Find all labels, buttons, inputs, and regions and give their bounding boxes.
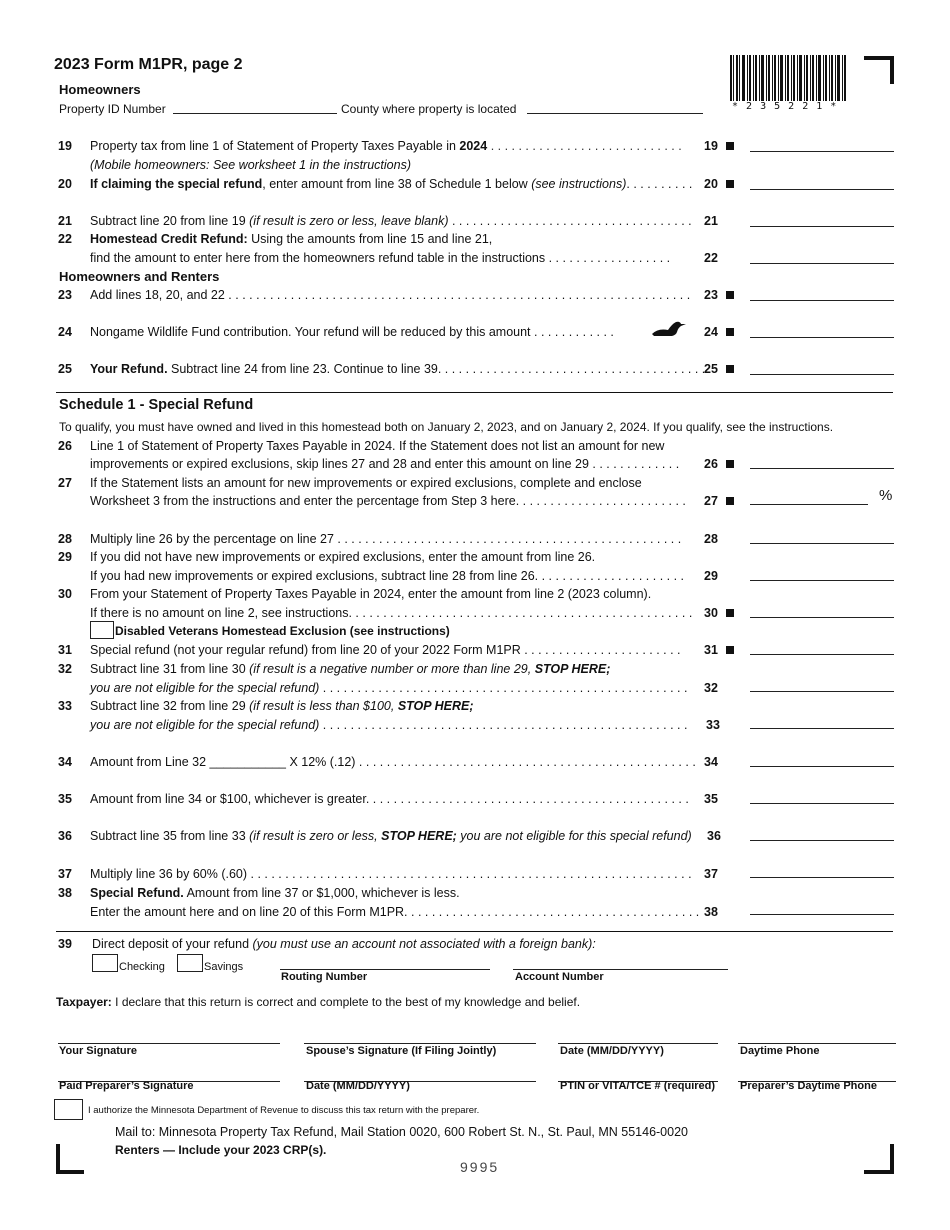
line-27-ref: 27: [704, 494, 718, 508]
line-34-text: Amount from Line 32 ___________ X 12% (.12) . . . . . . . . . . . . . . . . . . . . . . . . . . . . . . . . . . . . . . . . . . . . . . . . .: [90, 755, 696, 769]
line-22-number: 22: [58, 232, 72, 246]
line-19-text: Property tax from line 1 of Statement of Property Taxes Payable in 2024 . . . . . . . . . . . . . . . . . . . . . . . . . . . .: [90, 139, 682, 153]
line-23-ref: 23: [704, 288, 718, 302]
line-37-text: Multiply line 36 by 60% (.60) . . . . . . . . . . . . . . . . . . . . . . . . . . . . . . . . . . . . . . . . . . . . . . . . . . . . . . . . . . . . . . . .: [90, 867, 692, 881]
line-30-input[interactable]: [750, 617, 894, 618]
line-26-marker: [726, 460, 734, 468]
line-23-text: Add lines 18, 20, and 22 . . . . . . . . . . . . . . . . . . . . . . . . . . . . . . . . . . . . . . . . . . . . . . . . . . . . . . . . . . . . . . . . . . .: [90, 288, 691, 302]
line-39-text: Direct deposit of your refund (you must use an account not associated with a foreign bank):: [92, 937, 596, 951]
line-27-text: If the Statement lists an amount for new improvements or expired exclusions, complete and enclose: [90, 476, 642, 490]
line-34-ref: 34: [704, 755, 718, 769]
line-33-text: Subtract line 32 from line 29 (if result is less than $100, STOP HERE;: [90, 699, 474, 713]
line-30-marker: [726, 609, 734, 617]
disabled-veterans-label: Disabled Veterans Homestead Exclusion (see instructions): [115, 624, 450, 638]
line-26-input[interactable]: [750, 468, 894, 469]
line-24-text: Nongame Wildlife Fund contribution. Your refund will be reduced by this amount . . . . . . . . . . . .: [90, 325, 614, 339]
authorize-checkbox[interactable]: [54, 1099, 83, 1120]
line-24-marker: [726, 328, 734, 336]
routing-number-input[interactable]: [280, 969, 490, 970]
line-24-number: 24: [58, 325, 72, 339]
line-35-text: Amount from line 34 or $100, whichever is greater. . . . . . . . . . . . . . . . . . . . . . . . . . . . . . . . . . . . . . . . . . . . . . .: [90, 792, 689, 806]
schedule1-intro: To qualify, you must have owned and lived in this homestead both on January 2, 2023, and on January 2, 2024. If you qualify, see the instructions.: [59, 420, 834, 434]
line-25-input[interactable]: [750, 374, 894, 375]
line-32-input[interactable]: [750, 691, 894, 692]
renters-note: Renters — Include your 2023 CRP(s).: [115, 1143, 327, 1157]
line-23-marker: [726, 291, 734, 299]
savings-checkbox[interactable]: [177, 954, 203, 972]
line-32-text-2: you are not eligible for the special refund) . . . . . . . . . . . . . . . . . . . . . . . . . . . . . . . . . . . . . . . . . . . . . . . . . . . . .: [90, 681, 688, 695]
line-38-input[interactable]: [750, 914, 894, 915]
line-39-number: 39: [58, 937, 72, 951]
line-24-input[interactable]: [750, 337, 894, 338]
line-27-number: 27: [58, 476, 72, 490]
line-25-marker: [726, 365, 734, 373]
homeowners-heading: Homeowners: [59, 82, 141, 97]
line-32-ref: 32: [704, 681, 718, 695]
line-29-text: If you did not have new improvements or expired exclusions, enter the amount from line 26.: [90, 550, 596, 564]
line-19-input[interactable]: [750, 151, 894, 152]
form-title: 2023 Form M1PR, page 2: [54, 56, 243, 73]
line-27-text-2: Worksheet 3 from the instructions and enter the percentage from Step 3 here. . . . . . . . . . . . . . . . . . . . . . . . .: [90, 494, 686, 508]
line-32-text: Subtract line 31 from line 30 (if result is a negative number or more than line 29, STOP HERE;: [90, 662, 611, 676]
line-37-input[interactable]: [750, 877, 894, 878]
ptin-label: PTIN or VITA/TCE # (required): [560, 1080, 716, 1092]
savings-label: Savings: [204, 961, 244, 973]
your-signature-input[interactable]: [58, 1043, 280, 1044]
line-35-input[interactable]: [750, 803, 894, 804]
barcode-text: * 2 3 5 2 2 1 *: [732, 101, 838, 112]
line-36-number: 36: [58, 829, 72, 843]
line-30-ref: 30: [704, 606, 718, 620]
line-31-ref: 31: [704, 643, 718, 657]
line-21-ref: 21: [704, 214, 718, 228]
disabled-veterans-checkbox[interactable]: [90, 621, 114, 639]
corner-mark-top-right: [864, 56, 894, 86]
spouse-signature-label: Spouse’s Signature (If Filing Jointly): [306, 1045, 497, 1057]
homeowners-renters-heading: Homeowners and Renters: [59, 269, 220, 284]
line-24-ref: 24: [704, 325, 718, 339]
line-19-ref: 19: [704, 139, 718, 153]
line-22-input[interactable]: [750, 263, 894, 264]
line-34-number: 34: [58, 755, 72, 769]
line-26-ref: 26: [704, 457, 718, 471]
line-20-number: 20: [58, 177, 72, 191]
line-38-number: 38: [58, 886, 72, 900]
line-29-ref: 29: [704, 569, 718, 583]
corner-mark-bottom-left: [56, 1144, 86, 1174]
line-28-input[interactable]: [750, 543, 894, 544]
footer-code: 9995: [460, 1159, 500, 1175]
line-27-input[interactable]: [750, 504, 868, 505]
line-20-marker: [726, 180, 734, 188]
line-26-text-2: improvements or expired exclusions, skip lines 27 and 28 and enter this amount on line 29 . . . . . . . . . . . . .: [90, 457, 680, 471]
line-31-input[interactable]: [750, 654, 894, 655]
taxpayer-declaration: Taxpayer: I declare that this return is correct and complete to the best of my knowledge and belief.: [56, 995, 581, 1009]
line-23-number: 23: [58, 288, 72, 302]
date-input[interactable]: [558, 1043, 718, 1044]
line-30-text-2: If there is no amount on line 2, see instructions. . . . . . . . . . . . . . . . . . . . . . . . . . . . . . . . . . . . . . . . . . . . . . . . . .: [90, 606, 693, 620]
line-21-number: 21: [58, 214, 72, 228]
line-22-text-2: find the amount to enter here from the homeowners refund table in the instructions . . . . . . . . . . . . . . . . . .: [90, 251, 671, 265]
checking-label: Checking: [119, 961, 165, 973]
loon-icon: [650, 318, 688, 338]
line-31-marker: [726, 646, 734, 654]
property-id-label: Property ID Number: [59, 102, 166, 116]
line-34-input[interactable]: [750, 766, 894, 767]
authorize-label: I authorize the Minnesota Department of Revenue to discuss this tax return with the preparer.: [88, 1105, 480, 1116]
line-35-ref: 35: [704, 792, 718, 806]
line-28-number: 28: [58, 532, 72, 546]
account-number-label: Account Number: [515, 971, 604, 983]
line-22-text: Homestead Credit Refund: Using the amounts from line 15 and line 21,: [90, 232, 493, 246]
preparer-signature-label: Paid Preparer’s Signature: [59, 1080, 194, 1092]
county-input[interactable]: [527, 113, 703, 114]
line-29-input[interactable]: [750, 580, 894, 581]
barcode-bars: [728, 55, 848, 101]
line-36-ref: 36: [707, 829, 721, 843]
line-29-number: 29: [58, 550, 72, 564]
line-38-text: Special Refund. Amount from line 37 or $1,000, whichever is less.: [90, 886, 460, 900]
line-30-text: From your Statement of Property Taxes Payable in 2024, enter the amount from line 2 (2023 column).: [90, 587, 652, 601]
line-33-text-2: you are not eligible for the special refund) . . . . . . . . . . . . . . . . . . . . . . . . . . . . . . . . . . . . . . . . . . . . . . . . . . . . .: [90, 718, 688, 732]
line-29-text-2: If you had new improvements or expired exclusions, subtract line 28 from line 26. . . . . . . . . . . . . . . . . . . . . .: [90, 569, 685, 583]
line-25-ref: 25: [704, 362, 718, 376]
preparer-date-label: Date (MM/DD/YYYY): [306, 1080, 410, 1092]
line-37-ref: 37: [704, 867, 718, 881]
line-28-text: Multiply line 26 by the percentage on line 27 . . . . . . . . . . . . . . . . . . . . . . . . . . . . . . . . . . . . . . . . . . . . . . . . . .: [90, 532, 682, 546]
routing-number-label: Routing Number: [281, 971, 368, 983]
barcode: [728, 55, 848, 101]
line-33-ref: 33: [706, 718, 720, 732]
line-19-subtext: (Mobile homeowners: See worksheet 1 in the instructions): [90, 158, 411, 172]
line-38-text-2: Enter the amount here and on line 20 of this Form M1PR. . . . . . . . . . . . . . . . . . . . . . . . . . . . . . . . . . . . . . . . . . .: [90, 905, 700, 919]
line-20-text: If claiming the special refund, enter amount from line 38 of Schedule 1 below (see instructions). . . . . . . . . .: [90, 177, 693, 191]
divider: [56, 392, 893, 393]
checking-checkbox[interactable]: [92, 954, 118, 972]
line-25-text: Your Refund. Subtract line 24 from line 23. Continue to line 39. . . . . . . . . . . . . . . . . . . . . . . . . . . . . . . . . . . . . . .: [90, 362, 706, 376]
line-37-number: 37: [58, 867, 72, 881]
line-23-input[interactable]: [750, 300, 894, 301]
preparer-phone-label: Preparer’s Daytime Phone: [740, 1080, 877, 1092]
divider-2: [56, 931, 893, 932]
line-31-number: 31: [58, 643, 72, 657]
corner-mark-bottom-right: [864, 1144, 894, 1174]
your-signature-label: Your Signature: [59, 1045, 138, 1057]
line-33-number: 33: [58, 699, 72, 713]
date-label: Date (MM/DD/YYYY): [560, 1045, 664, 1057]
spouse-signature-input[interactable]: [304, 1043, 536, 1044]
line-20-ref: 20: [704, 177, 718, 191]
line-38-ref: 38: [704, 905, 718, 919]
line-31-text: Special refund (not your regular refund) from line 20 of your 2022 Form M1PR . . . . . . . . . . . . . . . . . . . . . . .: [90, 643, 681, 657]
daytime-phone-label: Daytime Phone: [740, 1045, 820, 1057]
mail-address: Mail to: Minnesota Property Tax Refund, Mail Station 0020, 600 Robert St. N., St. Paul, MN 55146-0020: [115, 1125, 688, 1139]
line-36-input[interactable]: [750, 840, 894, 841]
daytime-phone-input[interactable]: [738, 1043, 896, 1044]
line-36-text: Subtract line 35 from line 33 (if result is zero or less, STOP HERE; you are not eligible for this special refund): [90, 829, 692, 843]
line-19-marker: [726, 142, 734, 150]
line-30-number: 30: [58, 587, 72, 601]
line-27-percent: %: [879, 487, 893, 504]
property-id-input[interactable]: [173, 113, 337, 114]
line-26-text: Line 1 of Statement of Property Taxes Payable in 2024. If the Statement does not list an amount for new: [90, 439, 665, 453]
account-number-input[interactable]: [513, 969, 728, 970]
line-19-number: 19: [58, 139, 72, 153]
line-32-number: 32: [58, 662, 72, 676]
schedule1-heading: Schedule 1 - Special Refund: [59, 397, 254, 413]
line-20-input[interactable]: [750, 189, 894, 190]
line-27-marker: [726, 497, 734, 505]
line-28-ref: 28: [704, 532, 718, 546]
line-35-number: 35: [58, 792, 72, 806]
county-label: County where property is located: [341, 102, 517, 116]
line-26-number: 26: [58, 439, 72, 453]
line-21-text: Subtract line 20 from line 19 (if result is zero or less, leave blank) . . . . . . . . . . . . . . . . . . . . . . . . . . . . . . . . . . .: [90, 214, 692, 228]
line-21-input[interactable]: [750, 226, 894, 227]
line-33-input[interactable]: [750, 728, 894, 729]
line-25-number: 25: [58, 362, 72, 376]
line-22-ref: 22: [704, 251, 718, 265]
